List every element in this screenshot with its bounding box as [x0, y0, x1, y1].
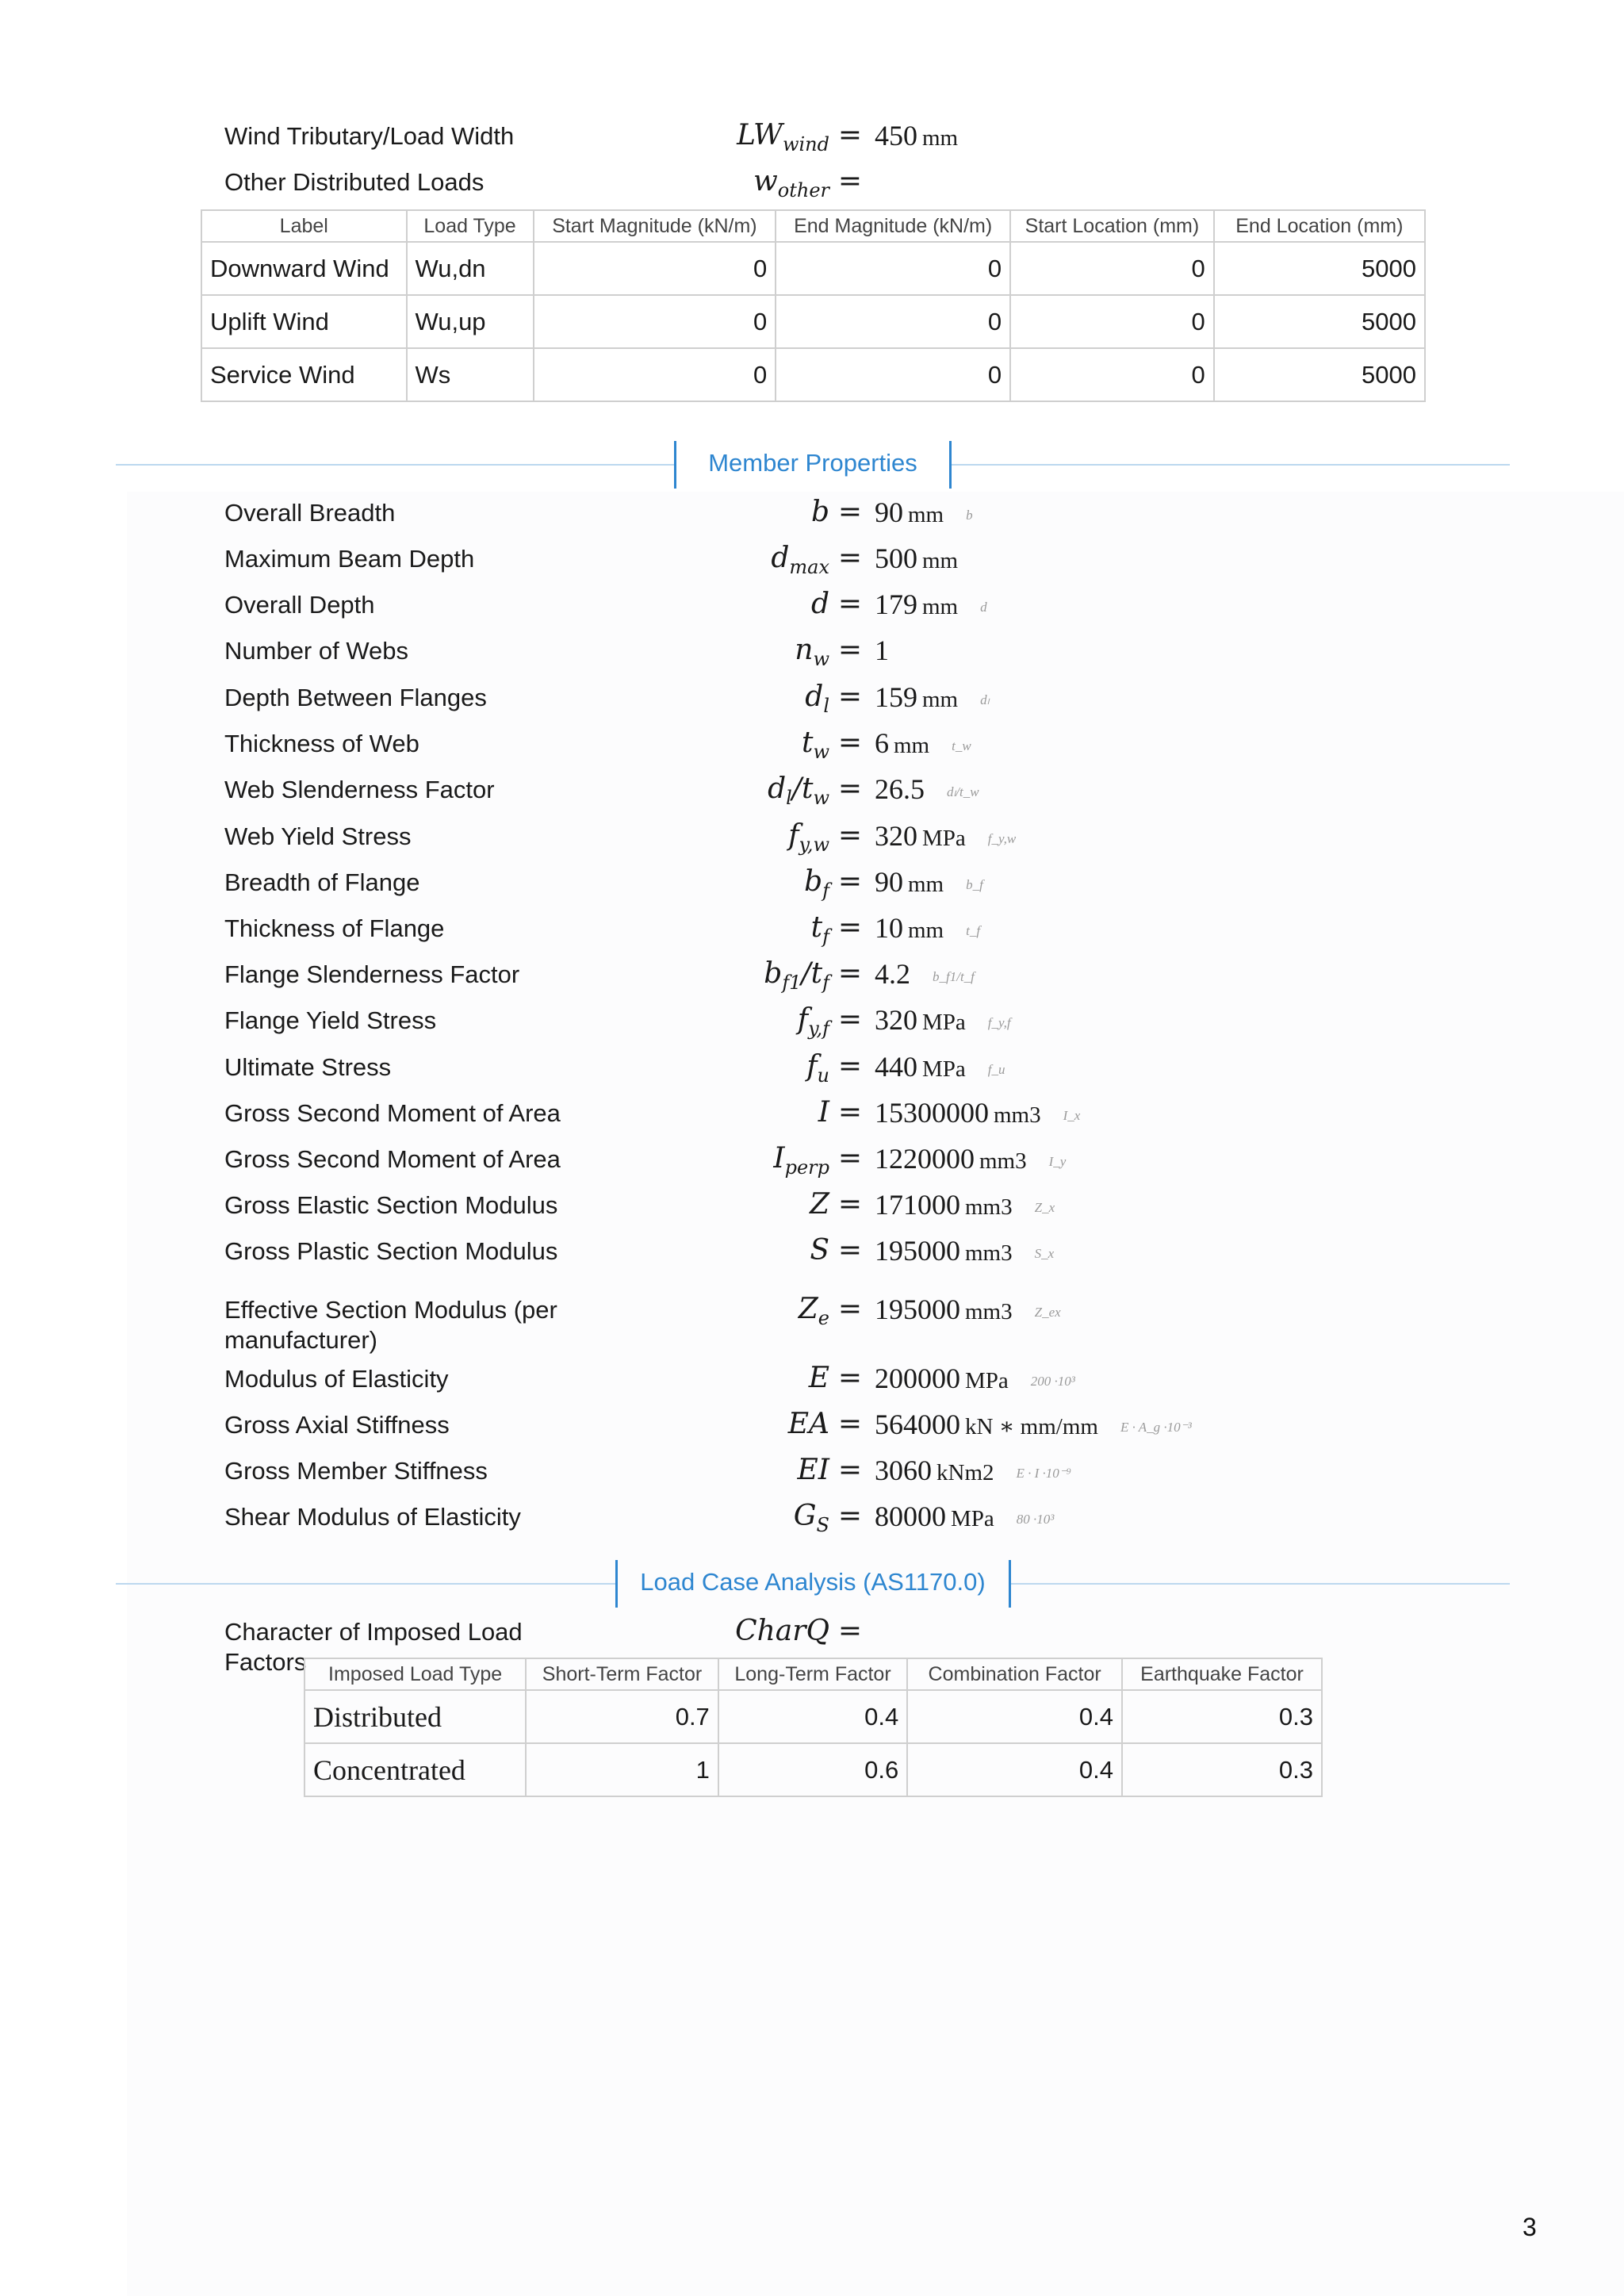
- property-label: Web Slenderness Factor: [224, 776, 495, 803]
- table-cell: 0: [1010, 348, 1214, 401]
- property-label: Ultimate Stress: [224, 1053, 392, 1081]
- property-value: 10 mm t_f: [875, 912, 981, 944]
- property-symbol: I: [818, 1096, 829, 1129]
- equals-sign: =: [837, 165, 863, 197]
- property-value: 179 mm d: [875, 588, 987, 620]
- property-row: [0, 680, 1624, 729]
- row-symbol: CharQ: [735, 1615, 829, 1647]
- reference-note: 80 ·10³: [1016, 1511, 1055, 1527]
- property-value: 200000 MPa 200 ·10³: [875, 1363, 1075, 1394]
- table-cell: 0.3: [1122, 1690, 1322, 1743]
- property-row: [0, 911, 1624, 960]
- equals-sign: =: [837, 1188, 863, 1221]
- table-cell: 0.4: [718, 1690, 907, 1743]
- property-value: 500 mm: [875, 542, 959, 574]
- column-header: End Magnitude (kN/m): [776, 210, 1010, 242]
- property-label: Modulus of Elasticity: [224, 1365, 449, 1393]
- equals-sign: =: [837, 1454, 863, 1486]
- table-row: [201, 295, 1425, 348]
- equals-sign: =: [837, 1615, 863, 1647]
- property-symbol: EI: [797, 1454, 829, 1486]
- table-cell: Downward Wind: [201, 242, 407, 295]
- property-row: [0, 1410, 1624, 1456]
- property-row: [0, 819, 1624, 868]
- column-header: End Location (mm): [1214, 210, 1425, 242]
- property-label: Thickness of Flange: [224, 914, 445, 942]
- table-cell: 0: [776, 348, 1010, 401]
- reference-note: Z_x: [1034, 1199, 1055, 1215]
- reference-note: dₗ: [980, 692, 990, 707]
- property-row: [0, 772, 1624, 821]
- property-row: [0, 1502, 1624, 1548]
- table-row: [201, 242, 1425, 295]
- row-symbol: $LW_{wind}$: [737, 119, 829, 156]
- equals-sign: =: [837, 542, 863, 574]
- property-label: Gross Second Moment of Area: [224, 1099, 561, 1127]
- equals-sign: =: [837, 819, 863, 852]
- equals-sign: =: [837, 865, 863, 898]
- property-symbol: $G_S$: [793, 1500, 829, 1537]
- property-row: [0, 957, 1624, 1006]
- table-cell: Service Wind: [201, 348, 407, 401]
- row-label: Wind Tributary/Load Width: [224, 122, 515, 150]
- member-properties-header: [116, 441, 1510, 489]
- property-value: 440 MPa f_u: [875, 1051, 1005, 1083]
- reference-note: E · A_g ·10⁻³: [1120, 1419, 1192, 1435]
- equals-sign: =: [837, 911, 863, 944]
- property-symbol: $b_{f1}/t_f$: [764, 957, 829, 995]
- property-symbol: EA: [787, 1408, 829, 1440]
- equals-sign: =: [837, 1142, 863, 1175]
- column-header: Long-Term Factor: [718, 1658, 907, 1690]
- property-symbol: $f_{y,f}$: [797, 1003, 829, 1041]
- property-row: [0, 544, 1624, 590]
- equals-sign: =: [837, 1234, 863, 1267]
- equals-sign: =: [837, 726, 863, 759]
- property-label: Flange Yield Stress: [224, 1006, 437, 1034]
- property-row: [0, 1456, 1624, 1502]
- property-value: 195000 mm3 Z_ex: [875, 1294, 1061, 1325]
- row-value: 450 mm: [875, 120, 959, 151]
- property-value: 159 mm dₗ: [875, 681, 990, 713]
- property-row: [0, 498, 1624, 544]
- reference-note: f_u: [987, 1061, 1005, 1077]
- property-row: [0, 865, 1624, 914]
- column-header: Combination Factor: [907, 1658, 1122, 1690]
- load-case-header: [116, 1560, 1510, 1608]
- property-label: Thickness of Web: [224, 730, 419, 757]
- table-cell: 0.4: [907, 1690, 1122, 1743]
- equals-sign: =: [837, 1362, 863, 1394]
- table-cell: 0: [1010, 295, 1214, 348]
- column-header: Imposed Load Type: [304, 1658, 526, 1690]
- property-label: Gross Second Moment of Area: [224, 1145, 561, 1173]
- property-label: Gross Elastic Section Modulus: [224, 1191, 558, 1219]
- property-value: 195000 mm3 S_x: [875, 1235, 1055, 1267]
- column-header: Start Magnitude (kN/m): [534, 210, 776, 242]
- property-value: 26.5 dₗ/t_w: [875, 773, 979, 805]
- property-row: [0, 636, 1624, 682]
- table-header-row: [201, 210, 1425, 242]
- equals-sign: =: [837, 588, 863, 620]
- equals-sign: =: [837, 680, 863, 713]
- property-label: Depth Between Flanges: [224, 684, 487, 711]
- table-row: [304, 1690, 1322, 1743]
- reference-note: E · I ·10⁻⁹: [1016, 1465, 1071, 1481]
- table-cell: 5000: [1214, 348, 1425, 401]
- property-value: 3060 kNm2 E · I ·10⁻⁹: [875, 1455, 1071, 1486]
- property-symbol: $b_f$: [804, 865, 829, 903]
- property-label: Flange Slenderness Factor: [224, 960, 520, 988]
- property-label: Gross Axial Stiffness: [224, 1411, 450, 1439]
- page-number: 3: [1522, 2213, 1537, 2241]
- property-symbol: Z: [809, 1188, 829, 1221]
- row-label: Other Distributed Loads: [224, 168, 485, 196]
- table-cell: 0: [1010, 242, 1214, 295]
- reference-note: b_f1/t_f: [933, 968, 975, 984]
- property-value: 90 mm b_f: [875, 866, 983, 898]
- property-label: Overall Breadth: [224, 499, 396, 527]
- property-label: Overall Depth: [224, 591, 375, 619]
- reference-note: t_w: [952, 738, 971, 753]
- table-cell: 5000: [1214, 242, 1425, 295]
- reference-note: d: [980, 599, 987, 615]
- property-value: 320 MPa f_y,w: [875, 820, 1017, 852]
- property-symbol: $d_l$: [805, 680, 829, 718]
- reference-note: b: [966, 507, 973, 523]
- reference-note: f_y,f: [987, 1014, 1011, 1030]
- table-cell: Concentrated: [304, 1743, 526, 1796]
- property-symbol: $d_{max}$: [771, 542, 829, 579]
- column-header: Short-Term Factor: [526, 1658, 718, 1690]
- reference-note: Z_ex: [1034, 1304, 1061, 1320]
- property-label: Gross Plastic Section Modulus: [224, 1237, 558, 1265]
- property-symbol: $f_{y,w}$: [788, 819, 829, 857]
- property-row: [0, 1364, 1624, 1410]
- equals-sign: =: [837, 496, 863, 528]
- table-cell: 0.6: [718, 1743, 907, 1796]
- property-symbol: $Z_e$: [798, 1293, 829, 1330]
- property-label: Number of Webs: [224, 637, 409, 665]
- property-symbol: $t_w$: [801, 726, 829, 764]
- equals-sign: =: [837, 957, 863, 990]
- property-value: 15300000 mm3 I_x: [875, 1097, 1081, 1129]
- wind-width-row: [0, 121, 1624, 167]
- table-cell: 0: [534, 295, 776, 348]
- table-cell: Wu,up: [407, 295, 534, 348]
- table-cell: 0.3: [1122, 1743, 1322, 1796]
- divider-line: [952, 464, 1510, 466]
- property-label: Effective Section Modulus (per manufacturer): [224, 1296, 557, 1354]
- equals-sign: =: [837, 1096, 863, 1129]
- equals-sign: =: [837, 1050, 863, 1083]
- table-header-row: [304, 1658, 1322, 1690]
- equals-sign: =: [837, 1408, 863, 1440]
- table-cell: 0: [534, 242, 776, 295]
- property-symbol: d: [810, 588, 829, 620]
- reference-note: dₗ/t_w: [947, 784, 979, 799]
- reference-note: f_y,w: [987, 830, 1017, 846]
- equals-sign: =: [837, 772, 863, 805]
- table-cell: 0: [776, 242, 1010, 295]
- property-symbol: E: [808, 1362, 829, 1394]
- section-title: Member Properties: [708, 449, 917, 477]
- table-cell: 0.4: [907, 1743, 1122, 1796]
- property-symbol: b: [810, 496, 829, 528]
- property-value: 171000 mm3 Z_x: [875, 1189, 1055, 1221]
- property-value: 564000 kN ∗ mm/mm E · A_g ·10⁻³: [875, 1409, 1192, 1440]
- table-cell: 1: [526, 1743, 718, 1796]
- table-cell: 0.7: [526, 1690, 718, 1743]
- property-value: 1: [875, 634, 889, 666]
- reference-note: I_y: [1048, 1153, 1067, 1169]
- column-header: Load Type: [407, 210, 534, 242]
- table-cell: Wu,dn: [407, 242, 534, 295]
- property-row: [0, 1236, 1624, 1282]
- property-row: [0, 1293, 1624, 1354]
- section-title: Load Case Analysis (AS1170.0): [640, 1568, 986, 1596]
- table-cell: 0: [776, 295, 1010, 348]
- property-row: [0, 1098, 1624, 1144]
- property-value: 80000 MPa 80 ·10³: [875, 1501, 1055, 1532]
- row-symbol: $w_{other}$: [753, 165, 829, 202]
- property-value: 90 mm b: [875, 496, 973, 528]
- property-row: [0, 1003, 1624, 1052]
- table-cell: 0: [534, 348, 776, 401]
- property-label: Gross Member Stiffness: [224, 1457, 488, 1485]
- divider-line: [1011, 1583, 1510, 1585]
- property-row: [0, 1052, 1624, 1098]
- property-row: [0, 1190, 1624, 1236]
- reference-note: t_f: [966, 922, 981, 938]
- load-table: [201, 209, 1426, 402]
- column-header: Label: [201, 210, 407, 242]
- property-symbol: $d_l/t_w$: [768, 772, 829, 810]
- reference-note: 200 ·10³: [1030, 1373, 1075, 1389]
- table-cell: Distributed: [304, 1690, 526, 1743]
- column-header: Start Location (mm): [1010, 210, 1214, 242]
- table-row: [304, 1743, 1322, 1796]
- reference-note: I_x: [1063, 1107, 1081, 1123]
- equals-sign: =: [837, 1003, 863, 1036]
- property-symbol: $f_u$: [806, 1050, 829, 1087]
- equals-sign: =: [837, 1500, 863, 1532]
- property-symbol: $I_{perp}$: [773, 1142, 829, 1179]
- property-symbol: S: [810, 1234, 829, 1267]
- property-symbol: $n_w$: [795, 634, 829, 671]
- property-label: Breadth of Flange: [224, 868, 420, 896]
- property-label: Shear Modulus of Elasticity: [224, 1503, 521, 1531]
- reference-note: S_x: [1034, 1245, 1055, 1261]
- table-cell: 5000: [1214, 295, 1425, 348]
- property-row: [0, 726, 1624, 775]
- other-loads-row: [0, 167, 1624, 213]
- equals-sign: =: [837, 1293, 863, 1325]
- equals-sign: =: [837, 634, 863, 666]
- column-header: Earthquake Factor: [1122, 1658, 1322, 1690]
- property-row: [0, 590, 1624, 636]
- property-row: [0, 1144, 1624, 1190]
- property-symbol: $t_f$: [810, 911, 829, 949]
- property-value: 1220000 mm3 I_y: [875, 1143, 1067, 1175]
- property-value: 4.2 b_f1/t_f: [875, 958, 975, 990]
- property-label: Maximum Beam Depth: [224, 545, 475, 573]
- table-cell: Uplift Wind: [201, 295, 407, 348]
- table-row: [201, 348, 1425, 401]
- table-cell: Ws: [407, 348, 534, 401]
- factor-table: [304, 1658, 1323, 1797]
- equals-sign: =: [837, 119, 863, 151]
- row-label: Character of Imposed Load Factors: [224, 1618, 523, 1676]
- property-value: 6 mm t_w: [875, 727, 971, 759]
- reference-note: b_f: [966, 876, 983, 892]
- property-value: 320 MPa f_y,f: [875, 1004, 1011, 1036]
- property-label: Web Yield Stress: [224, 822, 412, 850]
